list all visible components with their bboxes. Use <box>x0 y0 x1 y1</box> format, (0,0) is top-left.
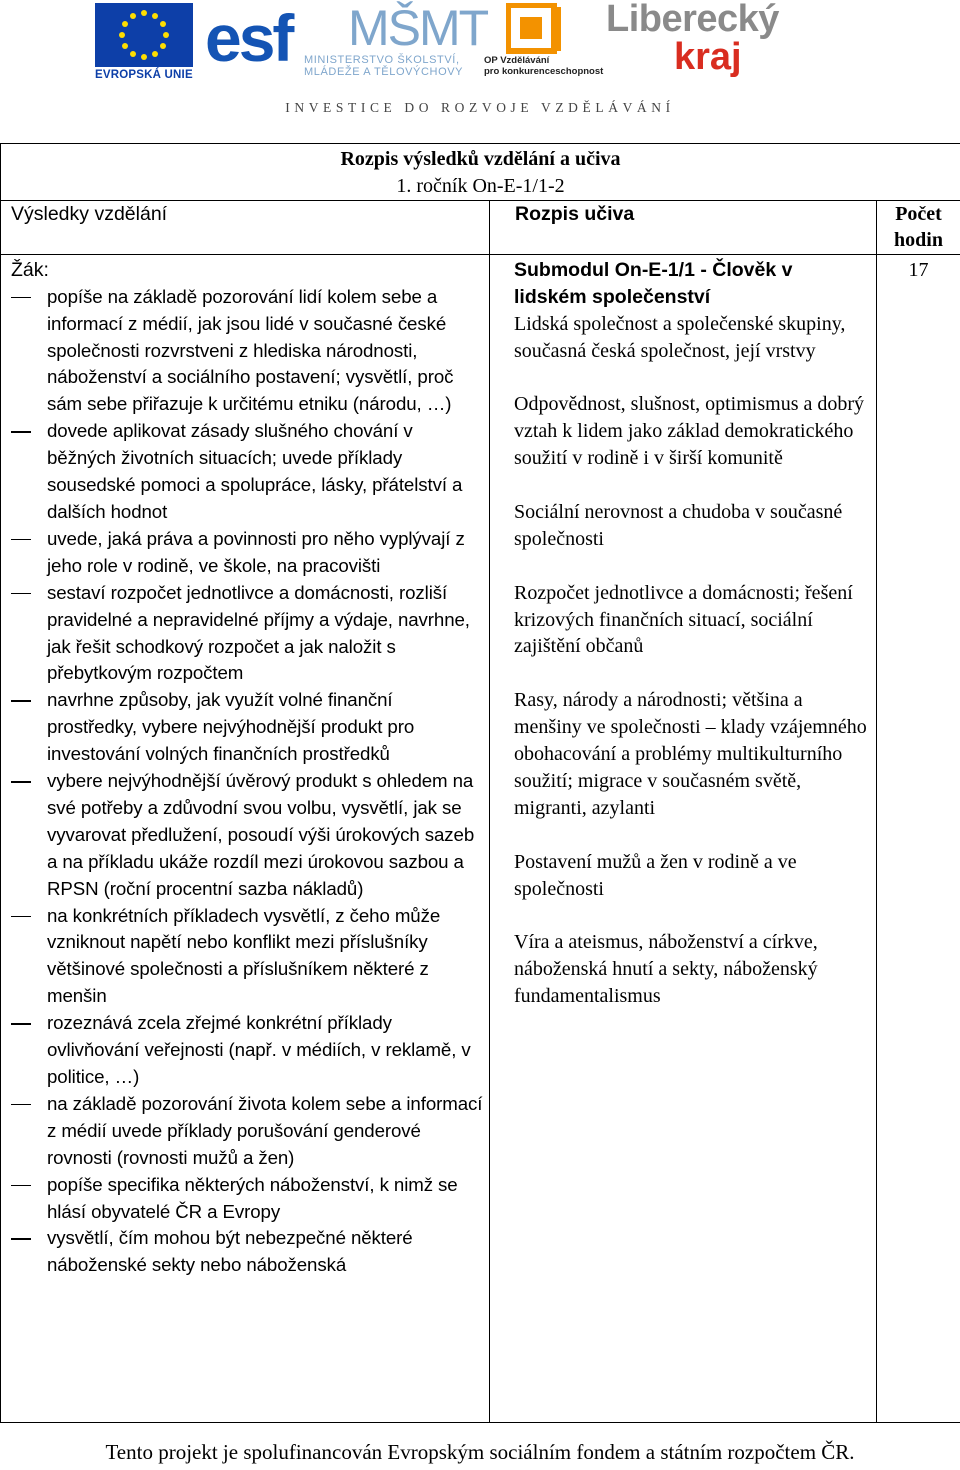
dash-bullet-icon <box>11 297 31 299</box>
header-curriculum: Rozpis učiva <box>490 200 877 254</box>
outcome-text: sestaví rozpočet jednotlivce a domácnosti, rozliší pravidelné a nepravidelné příjmy a výdaje, navrhne, jak řešit schodkový rozpočet a jak naložit s přebytkovým rozpočtem <box>47 581 470 684</box>
document-title: Rozpis výsledků vzdělání a učiva <box>340 148 621 170</box>
outcome-text: na základě pozorování života kolem sebe a informací z médií uvede příklady porušování genderové rovnosti (rovnosti mužů a žen) <box>47 1092 483 1168</box>
topic-item: Odpovědnost, slušnost, optimismus a dobrý vztah k lidem jako základ demokratického soužití v rodině i v širší komunitě <box>514 393 865 470</box>
op-vzdelavani-logo <box>484 3 604 85</box>
msmt-line-2: MLÁDEŽE A TĚLOVÝCHOVY <box>304 66 464 78</box>
list-item <box>11 903 485 1011</box>
hours-cell <box>877 254 960 1422</box>
outcome-text: dovede aplikovat zásady slušného chování v běžných životních situacích; uvede příklady sousedské pomoci a spolupráce, lásky, přátelství a dalších hodnot <box>47 420 463 522</box>
outcome-text: popíše na základě pozorování lidí kolem sebe a informací z médií, jak jsou lidé v současné české společnosti rozvrstveni z hlediska národnosti, náboženství a sociálního postavení; vysvětlí, proč sám sebe přiřazuje k určitému etniku (národu, …) <box>47 285 454 415</box>
list-item <box>11 768 485 903</box>
outcome-text: popíše specifika některých náboženství, k nimž se hlásí obyvatelé ČR a Evropy <box>47 1173 458 1222</box>
dash-bullet-icon <box>11 1238 31 1240</box>
curriculum-cell <box>490 254 877 1422</box>
outcome-text: vysvětlí, čím mohou být nebezpečné některé náboženské sekty nebo náboženská <box>47 1227 413 1276</box>
dash-bullet-icon <box>11 431 31 433</box>
dash-bullet-icon <box>11 781 31 783</box>
investice-tagline: INVESTICE DO ROZVOJE VZDĚLÁVÁNÍ <box>285 100 675 115</box>
curriculum-table <box>0 143 960 1423</box>
student-label: Žák: <box>11 258 49 281</box>
outcome-text: rozeznává zcela zřejmé konkrétní příklady ovlivňování veřejnosti (např. v médiích, v reklamě, v politice, …) <box>47 1012 471 1087</box>
outcome-text: uvede, jaká práva a povinnosti pro něho vyplývají z jeho role v rodině, ve škole, na pracovišti <box>47 527 465 576</box>
outcome-list <box>11 284 485 1280</box>
document-subtitle: 1. ročník On-E-1/1-2 <box>396 174 565 197</box>
topic-item: Postavení mužů a žen v rodině a ve společnosti <box>514 850 797 900</box>
topic-item: Rozpočet jednotlivce a domácnosti; řešení krizových finančních situací, sociální zajištění občanů <box>514 581 853 658</box>
op-line-2: pro konkurenceschopnost <box>484 66 604 77</box>
eu-logo <box>95 3 193 83</box>
dash-bullet-icon <box>11 1023 31 1025</box>
outcome-text: navrhne způsoby, jak využít volné finanční prostředky, vybere nejvýhodnější produkt pro investování volných finančních prostředků <box>47 689 415 765</box>
op-line-1: OP Vzdělávání <box>484 55 550 66</box>
list-item <box>11 687 485 768</box>
table-title-cell <box>1 144 960 201</box>
esf-logo-text: esf <box>205 1 292 75</box>
hours-value: 17 <box>908 258 929 281</box>
op-emblem-icon <box>506 3 562 55</box>
list-item <box>11 1010 485 1091</box>
dash-bullet-icon <box>11 1185 31 1187</box>
outcome-text: vybere nejvýhodnější úvěrový produkt s ohledem na své potřeby a zdůvodní svou volbu, vysvětlí, jak se vyvarovat předlužení, posoudí výši úrokových sazeb a na příkladu ukáže rozdíl mezi úrokovou sazbou a RPSN (roční procentní sazba nákladů) <box>47 770 475 899</box>
dash-bullet-icon <box>11 700 31 702</box>
lk-line-2: kraj <box>674 36 742 78</box>
footer-note: Tento projekt je spolufinancován Evropským sociálním fondem a státním rozpočtem ČR. <box>105 1440 855 1464</box>
list-item <box>11 526 485 580</box>
eu-caption: EVROPSKÁ UNIE <box>95 69 193 81</box>
header-outcomes: Výsledky vzdělání <box>1 200 490 254</box>
logo-banner <box>0 0 960 125</box>
msmt-logo-mark: MŠMT <box>348 0 488 56</box>
topic-item: Rasy, národy a národnosti; většina a menšiny ve společnosti – klady vzájemného obohacování a problémy multikulturního soužití; migrace v současném světě, migranti, azylanti <box>514 689 867 819</box>
lk-line-1: Liberecký <box>606 0 779 40</box>
dash-bullet-icon <box>11 916 31 918</box>
topic-item: Lidská společnost a společenské skupiny, současná česká společnost, její vrstvy <box>514 312 846 362</box>
list-item <box>11 284 485 419</box>
outcomes-cell <box>1 254 490 1422</box>
dash-bullet-icon <box>11 1104 31 1106</box>
list-item <box>11 418 485 526</box>
list-item <box>11 580 485 688</box>
liberecky-kraj-logo <box>606 0 816 85</box>
outcome-text: na konkrétních příkladech vysvětlí, z čeho může vzniknout napětí nebo konflikt mezi příslušníky většinové společnosti a příslušníkem některé z menšin <box>47 904 441 1007</box>
dash-bullet-icon <box>11 593 31 595</box>
dash-bullet-icon <box>11 539 31 541</box>
topic-item: Sociální nerovnost a chudoba v současné společnosti <box>514 500 843 550</box>
esf-logo <box>205 1 300 83</box>
header-hours: Počet hodin <box>877 200 960 254</box>
list-item <box>11 1091 485 1172</box>
msmt-logo <box>304 0 488 85</box>
eu-flag-icon <box>95 3 193 67</box>
list-item <box>11 1225 485 1279</box>
msmt-line-1: MINISTERSTVO ŠKOLSTVÍ, <box>304 54 460 66</box>
topic-item: Víra a ateismus, náboženství a církve, náboženská hnutí a sekty, náboženský fundamentalismus <box>514 931 818 1008</box>
list-item <box>11 1172 485 1226</box>
submodule-title: Submodul On-E-1/1 - Člověk v lidském společenství <box>514 258 793 308</box>
